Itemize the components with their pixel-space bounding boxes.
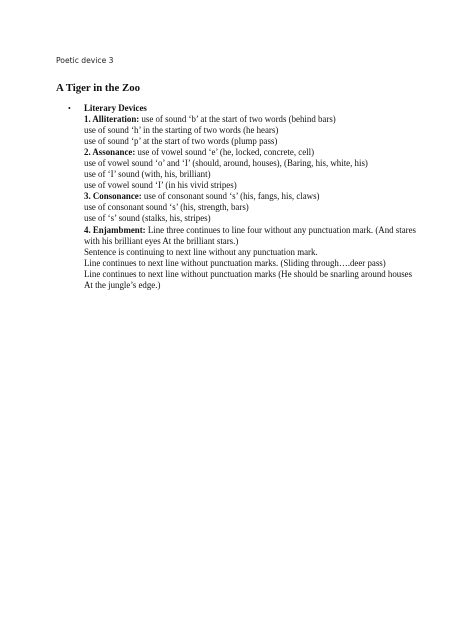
page-header: Poetic device 3 — [56, 56, 114, 65]
bullet-marker: • — [68, 104, 71, 113]
document-title: A Tiger in the Zoo — [56, 82, 140, 94]
alliteration-line-3: use of sound ‘p’ at the start of two words (plump pass) — [84, 136, 278, 147]
consonance-line-1: 3. Consonance: use of consonant sound ‘s’ (his, fangs, his, claws) — [84, 191, 320, 202]
literary-devices-list — [68, 103, 420, 291]
alliteration-label: 1. Alliteration: — [84, 114, 140, 125]
enjambment-line-4: Line continues to next line without punctuation marks (He should be snarling around houses At the jungle’s edge.) — [84, 268, 413, 290]
assonance-line-4: use of vowel sound ‘I’ (in his vivid stripes) — [84, 180, 237, 191]
assonance-label: 2. Assonance: — [84, 147, 136, 158]
enjambment-line-2: Sentence is continuing to next line without any punctuation mark. — [84, 246, 318, 257]
consonance-label: 3. Consonance: — [84, 191, 142, 202]
alliteration-line-1: 1. Alliteration: use of sound ‘b’ at the start of two words (behind bars) — [84, 114, 336, 125]
assonance-line-2: use of vowel sound ‘o’ and ‘I’ (should, around, houses), (Baring, his, white, his) — [84, 158, 368, 169]
enjambment-label: 4. Enjambment: — [84, 224, 146, 235]
enjambment-line-1: 4. Enjambment: Line three continues to line four without any punctuation mark. (And stares with his brilliant eyes At the brilliant stars.) — [84, 224, 417, 246]
assonance-line-3: use of ‘I’ sound (with, his, brilliant) — [84, 169, 211, 180]
enjambment-line-3: Line continues to next line without punctuation marks. (Sliding through….deer pass) — [84, 257, 386, 268]
consonance-line-2: use of consonant sound ‘s’ (his, strength, bars) — [84, 202, 249, 213]
alliteration-line-2: use of sound ‘h’ in the starting of two words (he hears) — [84, 125, 279, 136]
assonance-line-1: 2. Assonance: use of vowel sound ‘e’ (he, locked, concrete, cell) — [84, 147, 315, 158]
consonance-line-3: use of ‘s’ sound (stalks, his, stripes) — [84, 213, 211, 224]
list-heading: Literary Devices — [84, 103, 147, 113]
